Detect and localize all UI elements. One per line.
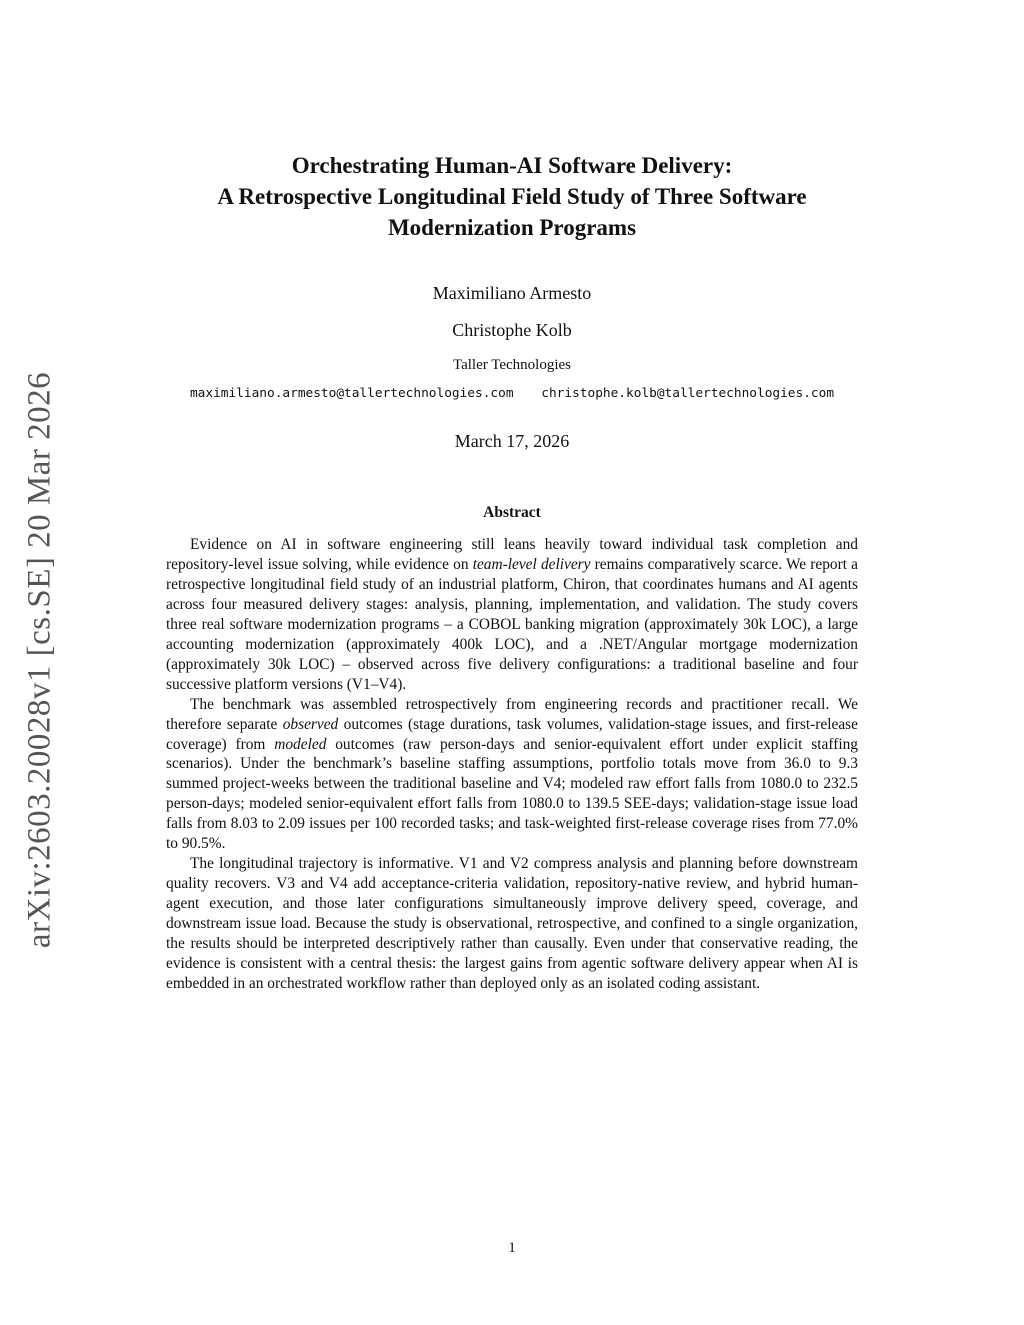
affiliation: Taller Technologies [452,357,571,373]
abstract-p1-emphasis: team-level delivery [472,555,591,573]
email-1: maximiliano.armesto@tallertechnologies.com [189,386,514,401]
abstract-p2-text-b: outcomes (stage durations, task volumes, validation-stage issues, and first-release coverage) from [166,715,858,753]
title-line-2: A Retrospective Longitudinal Field Study of Three Software [217,184,807,209]
abstract-p2-emphasis-2: modeled [274,735,327,753]
email-2: christophe.kolb@tallertechnologies.com [541,386,835,401]
publication-date: March 17, 2026 [454,431,570,451]
abstract-paragraph-1 [166,535,858,695]
abstract-p2-emphasis-1: observed [282,715,339,733]
page-number: 1 [508,1240,516,1256]
abstract-p2-text-c: outcomes (raw person-days and senior-equivalent effort under explicit staffing scenarios). Under the benchmark’s baseline staffing assumptions, portfolio totals move from 36.0 to 9.3 summed project-weeks between the traditional baseline and V4; modeled raw effort falls from 1080.0 to 232.5 person-days; modeled senior-equivalent effort falls from 1080.0 to 139.5 SEE-days; validation-stage issue load falls from 8.03 to 2.09 issues per 100 recorded tasks; and task-weighted first-release coverage rises from 77.0% to 90.5%. [166,735,858,853]
abstract-paragraph-2 [166,695,858,855]
paper-title [130,150,894,243]
author-2: Christophe Kolb [452,320,572,340]
arxiv-identifier-stamp: arXiv:2603.20028v1 [cs.SE] 20 Mar 2026 [21,371,58,949]
author-1: Maximiliano Armesto [432,283,592,303]
abstract-p1-text-b: remains comparatively scarce. We report a retrospective longitudinal field study of an industrial platform, Chiron, that coordinates humans and AI agents across four measured delivery stages: analysis, planning, implementation, and validation. The study covers three real software modernization programs – a COBOL banking migration (approximately 30k LOC), a large accounting modernization (approximately 400k LOC), and a .NET/Angular mortgage modernization (approximately 30k LOC) – observed across five delivery configurations: a traditional baseline and four successive platform versions (V1–V4). [166,555,858,693]
abstract-heading: Abstract [483,504,541,521]
abstract-p2-text-a: The benchmark was assembled retrospectively from engineering records and practitioner recall. We therefore separate [166,695,858,733]
abstract-p1-text-a: Evidence on AI in software engineering still leans heavily toward individual task completion and repository-level issue solving, while evidence on [166,536,858,573]
abstract-body [166,535,858,994]
title-line-3: Modernization Programs [387,215,637,240]
abstract-paragraph-3: The longitudinal trajectory is informative. V1 and V2 compress analysis and planning before downstream quality recovers. V3 and V4 add acceptance-criteria validation, repository-native review, and hybrid human-agent execution, and those later configurations simultaneously improve delivery speed, coverage, and downstream issue load. Because the study is observational, retrospective, and confined to a single organization, the results should be interpreted descriptively rather than causally. Even under that conservative reading, the evidence is consistent with a central thesis: the largest gains from agentic software delivery appear when AI is embedded in an orchestrated workflow rather than deployed only as an isolated coding assistant. [166,855,858,992]
title-line-1: Orchestrating Human-AI Software Delivery: [291,153,733,178]
author-emails [0,386,1024,401]
